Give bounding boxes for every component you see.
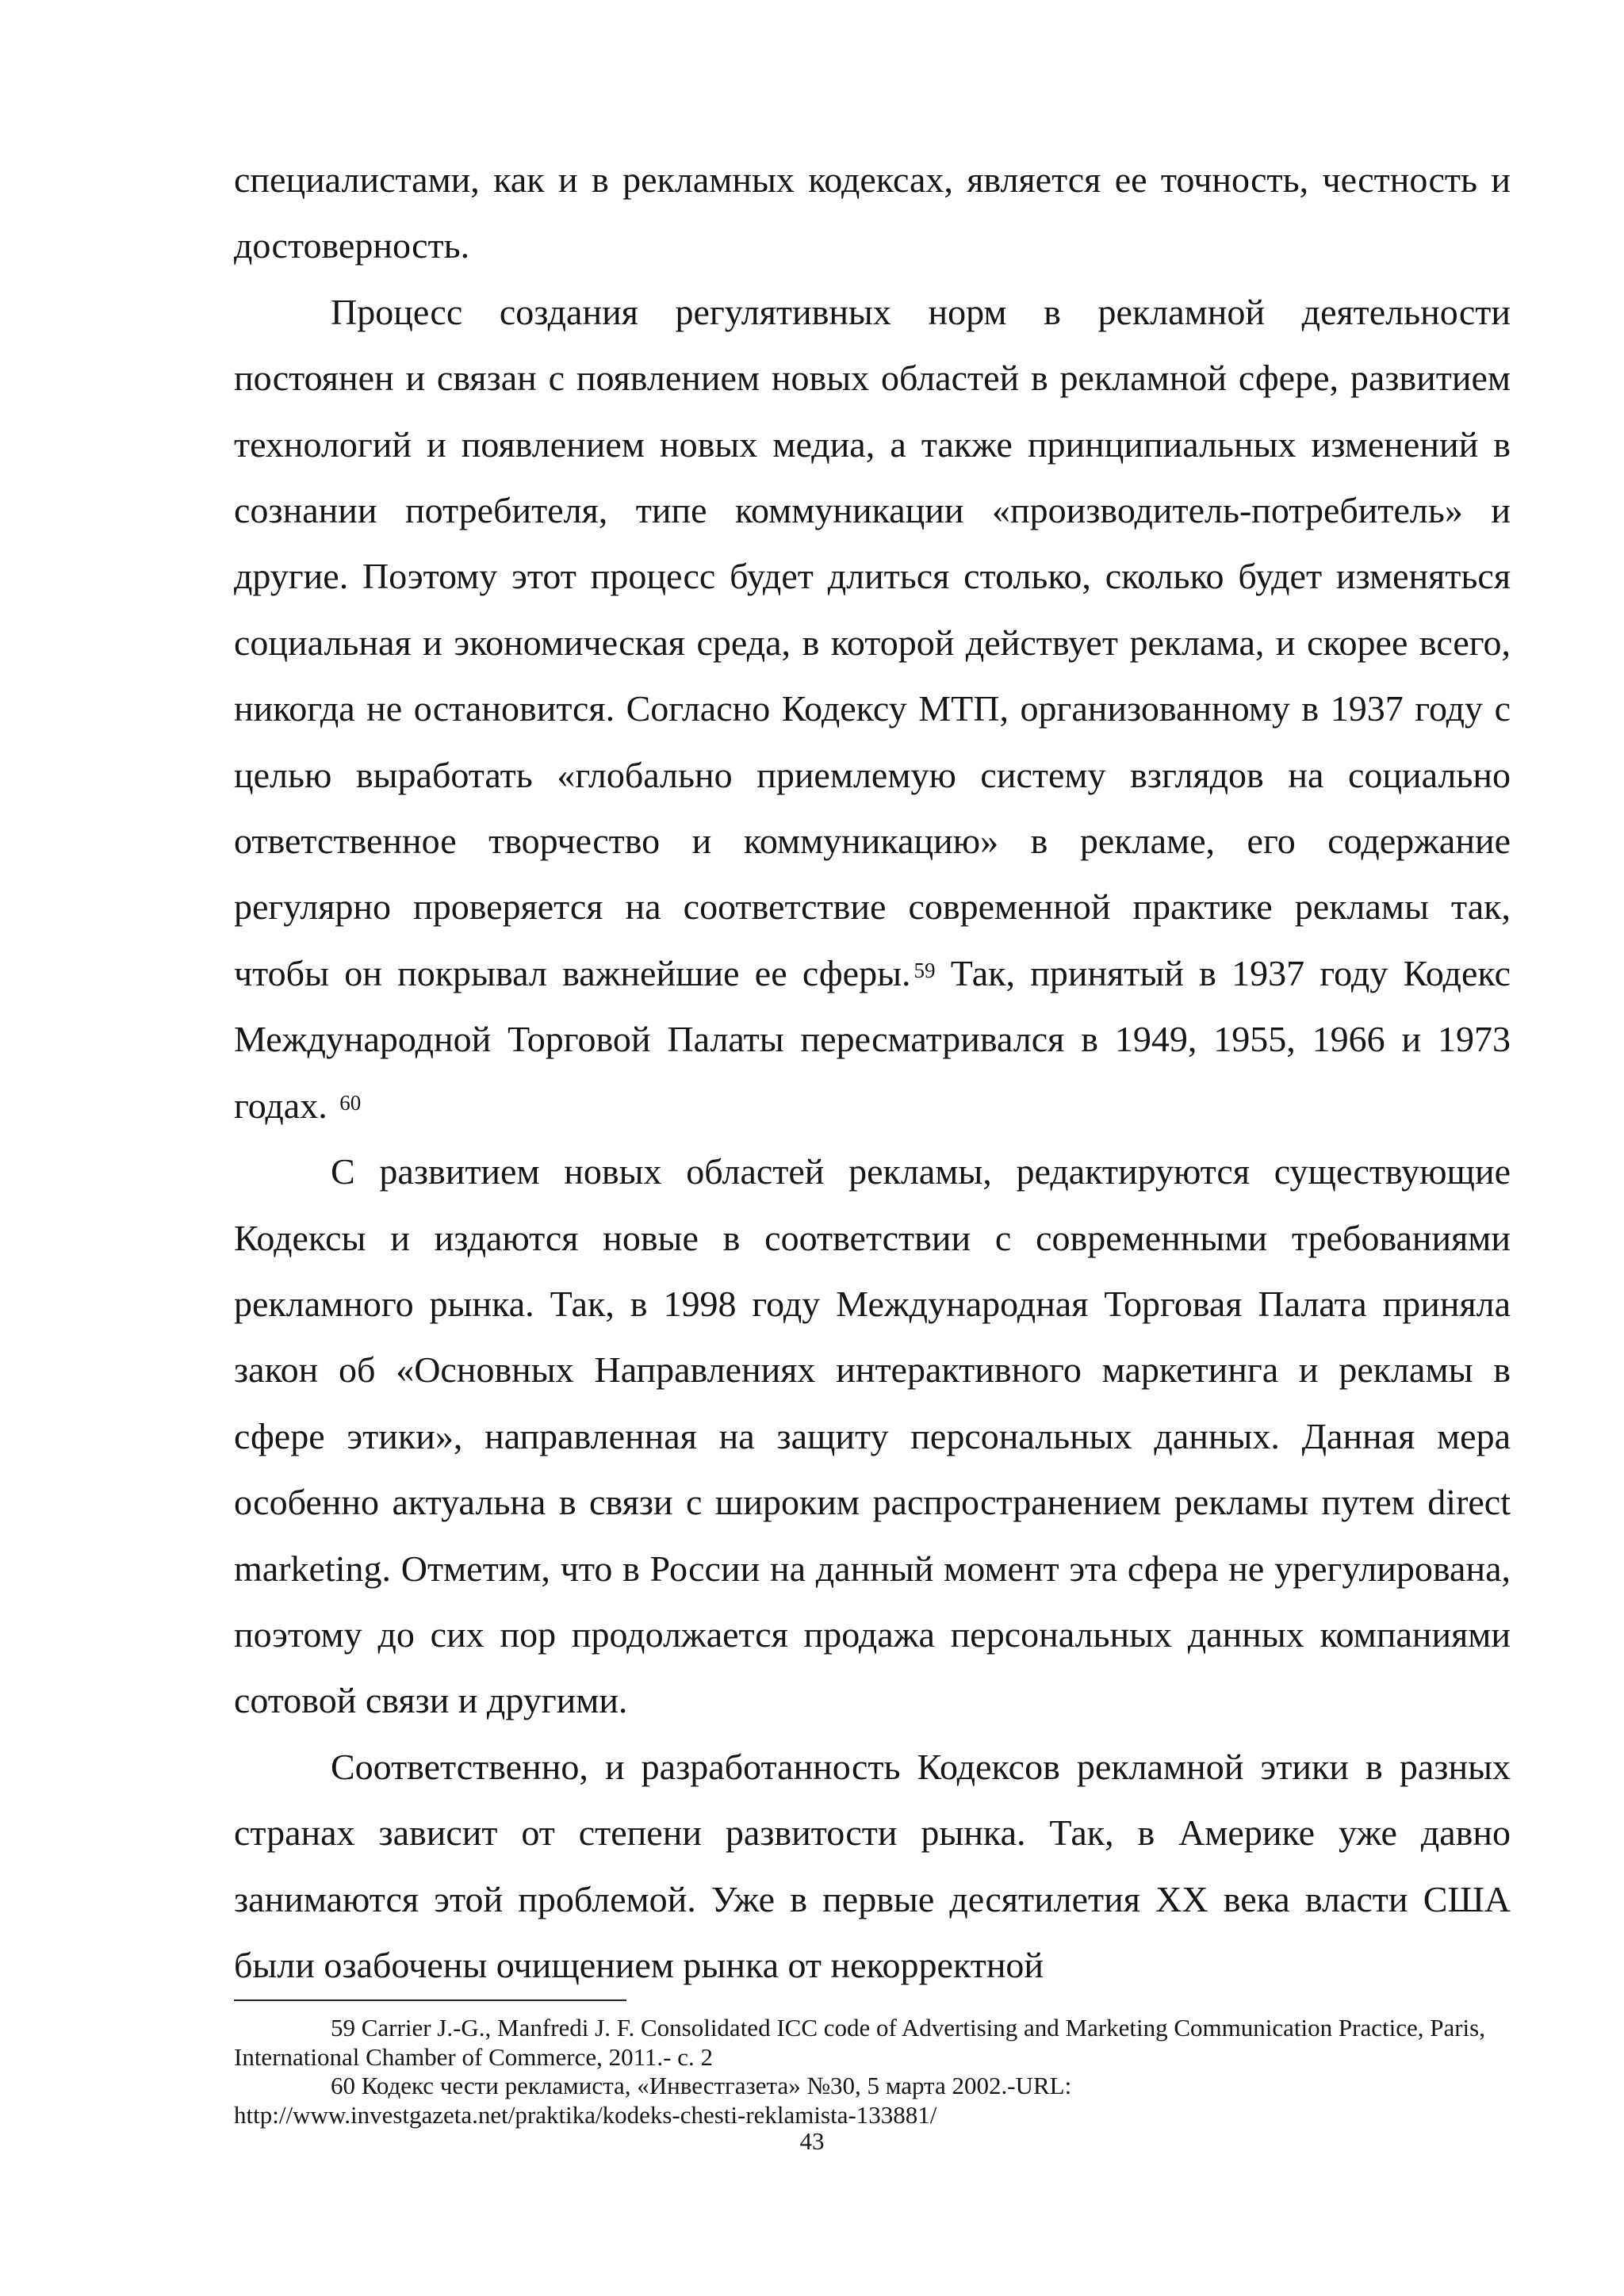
paragraph-3: С развитием новых областей рекламы, редактируются существующие Кодексы и издаются новые в соответствии с современными требованиями рекламного рынка. Так, в 1998 году Международная Торговая Палата приняла закон об «Основных Направлениях интерактивного маркетинга и рекламы в сфере этики», направленная на защиту персональных данных. Данная мера особенно актуальна в связи с широким распространением рекламы путем direct marketing. Отметим, что в России на данный момент эта сфера не урегулирована, поэтому до сих пор продолжается продажа персональных данных компаниями сотовой связи и другими. [234,1151,1511,1721]
page-number: 43 [799,2127,825,2155]
paragraph-2-text: Процесс создания регулятивных норм в рекламной деятельности постоянен и связан с появлением новых областей в рекламной сфере, развитием технологий и появлением новых медиа, а также принципиальных изменений в сознании потребителя, типе коммуникации «производитель-потребитель» и другие. Поэтому этот процесс будет длиться столько, сколько будет изменяться социальная и экономическая среда, в которой действует реклама, и скорее всего, никогда не остановится. Согласно Кодексу МТП, организованному в 1937 году с целью выработать «глобально приемлемую систему взглядов на социально ответственное творчество и коммуникацию» в рекламе, его содержание регулярно проверяется на соответствие современной практике рекламы так, чтобы он покрывал важнейшие ее сферы. [234,291,1511,993]
paragraph-2-tail: Так, принятый в 1937 году Кодекс Международной Торговой Палаты пересматривался в 1949, 1955, 1966 и 1973 годах. [234,952,1511,1126]
footnote-59: 59 Carrier J.-G., Manfredi J. F. Consolidated ICC code of Advertising and Marketing Communication Practice, Paris, International Chamber of Commerce, 2011.- с. 2 [234,2014,1485,2071]
footnote-separator [234,1999,626,2001]
footnotes [234,2014,1511,2130]
paragraph-4: Соответственно, и разработанность Кодексов рекламной этики в разных странах зависит от степени развитости рынка. Так, в Америке уже давно занимаются этой проблемой. Уже в первые десятилетия XX века власти США были озабочены очищением рынка от некорректной [234,1746,1511,1985]
footnote-60: 60 Кодекс чести рекламиста, «Инвестгазета» №30, 5 марта 2002.-URL: [331,2072,1072,2099]
paragraph-1: специалистами, как и в рекламных кодексах, является ее точность, честность и достоверность. [234,159,1511,266]
footnote-ref-59[interactable]: 59 [914,958,936,982]
main-text [234,147,1511,1998]
paragraph-2 [234,279,1511,1138]
footnote-ref-60[interactable]: 60 [339,1090,362,1115]
footnote-60-url[interactable]: http://www.investgazeta.net/praktika/kodeks-chesti-reklamista-133881/ [234,2100,937,2129]
